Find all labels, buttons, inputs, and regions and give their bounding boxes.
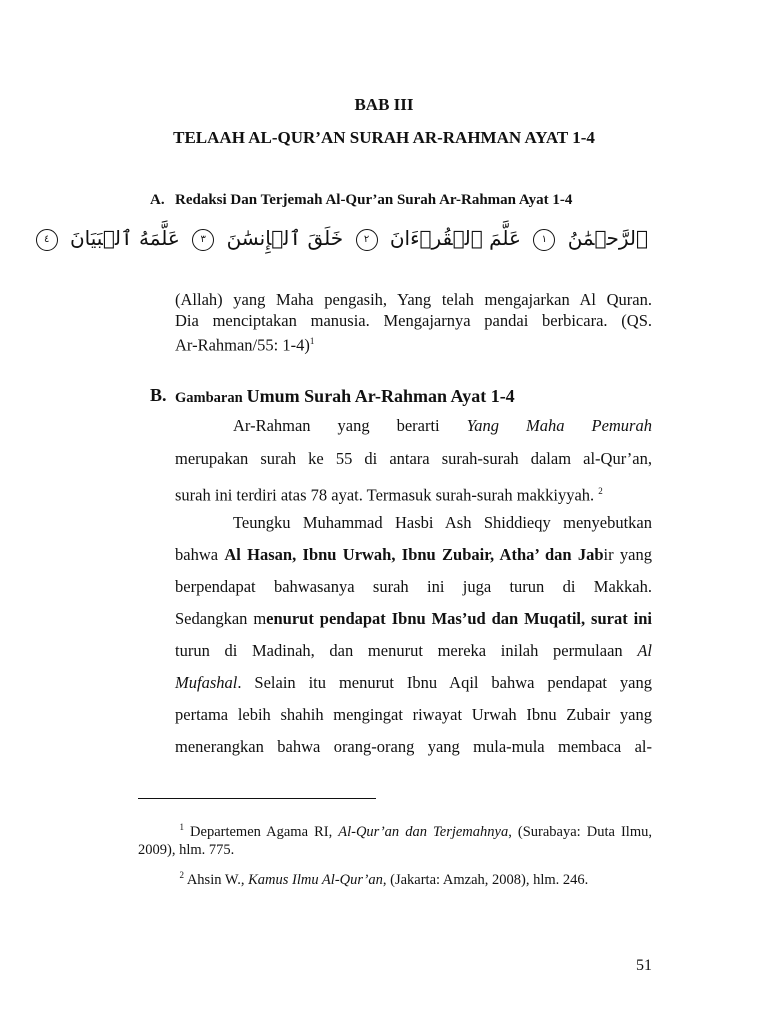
body-text: turun di Madinah, dan menurut mereka inilah permulaan (175, 641, 638, 660)
footnote-text: , (Jakarta: Amzah, 2008), hlm. 246. (382, 871, 589, 888)
footnote-ref: 1 (309, 336, 315, 346)
footnote (138, 866, 652, 889)
body-line: berpendapat bahwasanya surah ini juga turun di Makkah. (175, 577, 652, 596)
footnote-text: Departemen Agama RI, (190, 823, 339, 840)
chapter-title: TELAAH AL-QUR’AN SURAH AR-RAHMAN AYAT 1-4 (173, 128, 595, 147)
chapter-heading: BAB III (354, 95, 414, 114)
footnote-number: 2 (179, 870, 184, 880)
body-italic: Mufashal (175, 673, 238, 692)
verse-number-marker: ٤ (36, 229, 58, 251)
body-text: Ar-Rahman yang berarti (233, 416, 467, 435)
section-b-label: B. (150, 385, 167, 405)
body-italic: Yang Maha Pemurah (466, 416, 652, 435)
page-number: 51 (636, 957, 652, 974)
section-b-title (175, 386, 515, 407)
footnote-number: 1 (179, 822, 184, 832)
arabic-verse: عَلَّمَهُ ٱلۡبَيَانَ (69, 226, 180, 250)
body-text: surah ini terdiri atas 78 ayat. Termasuk surah-surah makkiyyah. (175, 485, 599, 505)
translation-line-text: Ar-Rahman/55: 1-4) (175, 335, 310, 355)
body-line: Teungku Muhammad Hasbi Ash Shiddieqy menyebutkan (233, 513, 652, 532)
body-text: Sedangkan m (175, 609, 267, 628)
footnote-separator (138, 798, 376, 799)
footnote-number-wrap (138, 866, 184, 889)
body-text: . Selain itu menurut Ibnu Aqil bahwa pendapat yang (237, 673, 652, 692)
footnote-text: Ahsin W., (186, 871, 249, 888)
arabic-verse: عَلَّمَ ٱلۡقُرۡءَانَ (389, 226, 521, 250)
body-line (175, 416, 652, 436)
verse-number-marker: ١ (533, 229, 555, 251)
body-line (175, 641, 652, 661)
footnote-number-wrap (138, 818, 184, 841)
translation-line: (Allah) yang Maha pengasih, Yang telah mengajarkan Al Quran. (175, 290, 652, 309)
arabic-verse: خَلَقَ ٱلۡإِنسَٰنَ (226, 226, 344, 250)
verse-number-marker: ٢ (356, 229, 378, 251)
body-line: pertama lebih shahih mengingat riwayat Urwah Ibnu Zubair yang (175, 705, 652, 724)
body-line (175, 609, 652, 629)
arabic-verse: ٱلرَّحۡمَٰنُ (567, 226, 648, 250)
section-a-title: Redaksi Dan Terjemah Al-Qur’an Surah Ar-Rahman Ayat 1-4 (175, 192, 573, 208)
verse-number-marker: ٣ (192, 229, 214, 251)
footnote (138, 818, 652, 859)
body-text: ir yang (603, 545, 652, 564)
body-line (175, 481, 652, 506)
footnote-title: Al-Qur’an dan Terjemahnya (338, 823, 509, 840)
body-italic: Al (637, 641, 652, 660)
section-b-title-small: Gambaran (175, 390, 243, 406)
arabic-verses (43, 226, 648, 251)
body-line: merupakan surah ke 55 di antara surah-surah dalam al-Qur’an, (175, 449, 652, 468)
body-line: menerangkan bahwa orang-orang yang mula-mula membaca al- (175, 737, 652, 756)
body-bold: enurut pendapat Ibnu Mas’ud dan Muqatil, surat ini (266, 609, 652, 628)
body-text: bahwa (175, 545, 225, 564)
body-line (175, 545, 652, 565)
section-a-label: A. (150, 192, 165, 208)
verse-translation (175, 289, 652, 356)
footnote-ref: 2 (598, 486, 603, 496)
footnote-title: Kamus Ilmu Al-Qur’an (248, 871, 383, 888)
translation-line (175, 331, 652, 356)
body-line (175, 673, 652, 693)
body-bold: Al Hasan, Ibnu Urwah, Ibnu Zubair, Atha’ dan Jab (224, 545, 604, 564)
footnote-text: , (Surabaya: Duta Ilmu, 2009), hlm. 775. (138, 823, 652, 858)
section-b-title-main: Umum Surah Ar-Rahman Ayat 1-4 (246, 386, 515, 406)
translation-line: Dia menciptakan manusia. Mengajarnya pandai berbicara. (QS. (175, 311, 652, 330)
